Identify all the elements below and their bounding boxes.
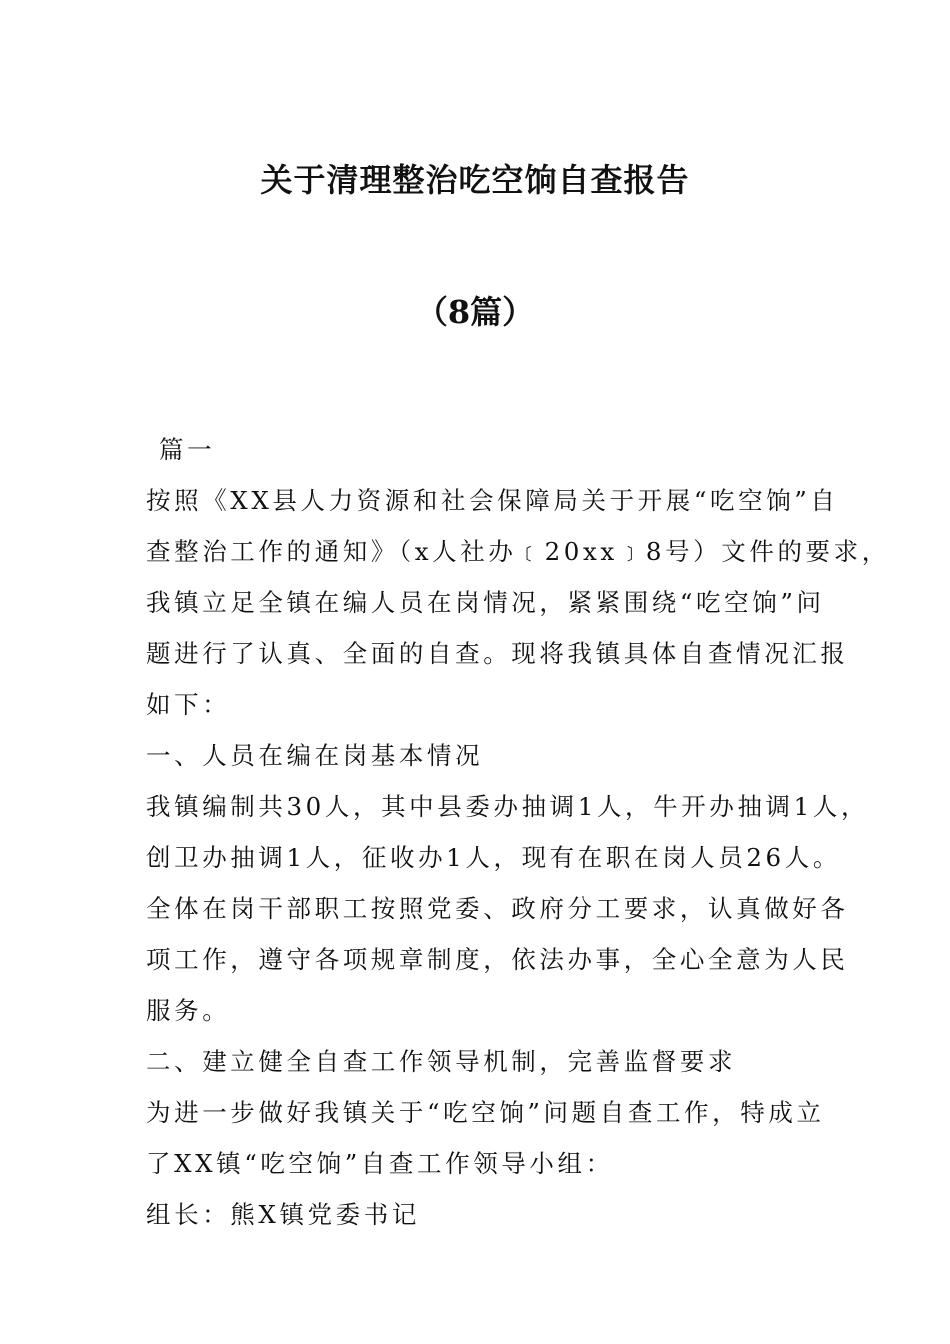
- body-line: 我镇立足全镇在编人员在岗情况，紧紧围绕“吃空饷”问: [146, 588, 825, 617]
- body-line: 按照《XX县人力资源和社会保障局关于开展“吃空饷”自: [146, 486, 839, 515]
- document-body: [146, 424, 890, 1240]
- document-subtitle: （8篇）: [415, 293, 535, 331]
- body-line: 我镇编制共30人，其中县委办抽调1人，牛开办抽调1人，: [146, 792, 870, 821]
- body-line: 项工作，遵守各项规章制度，依法办事，全心全意为人民: [146, 945, 849, 974]
- body-line: 为进一步做好我镇关于“吃空饷”问题自查工作，特成立: [146, 1098, 825, 1127]
- subsection-heading: 一、人员在编在岗基本情况: [146, 741, 484, 770]
- body-line: 服务。: [146, 996, 231, 1025]
- body-line: 如下：: [146, 690, 231, 719]
- section-heading: 篇一: [159, 435, 216, 464]
- body-line: 创卫办抽调1人，征收办1人，现有在职在岗人员26人。: [146, 843, 841, 872]
- body-line: 题进行了认真、全面的自查。现将我镇具体自查情况汇报: [146, 639, 849, 668]
- body-line: 了XX镇“吃空饷”自查工作领导小组：: [146, 1149, 614, 1178]
- document-title: 关于清理整治吃空饷自查报告: [260, 161, 690, 199]
- subsection-heading: 二、建立健全自查工作领导机制，完善监督要求: [146, 1047, 737, 1076]
- body-line: 全体在岗干部职工按照党委、政府分工要求，认真做好各: [146, 894, 849, 923]
- body-line: 组长：熊X镇党委书记: [146, 1200, 420, 1229]
- body-line: 查整治工作的通知》（x人社办﹝20xx﹞8号）文件的要求，: [146, 537, 890, 566]
